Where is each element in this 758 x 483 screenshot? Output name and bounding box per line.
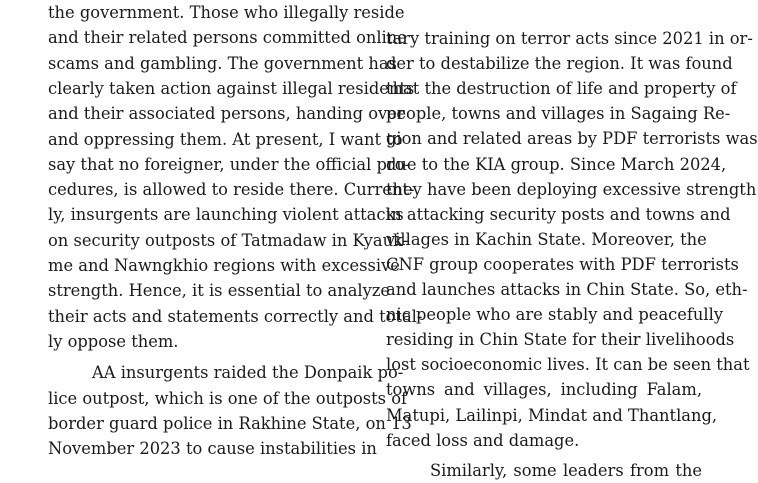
text-line: they have been deploying excessive strength xyxy=(386,179,757,199)
paragraph-first-line: AA insurgents raided the Donpaik po- xyxy=(92,363,404,383)
text-line: people, towns and villages in Sagaing Re- xyxy=(386,104,731,124)
text-line: villages in Kachin State. Moreover, the xyxy=(386,229,707,249)
text-line: scams and gambling. The government has xyxy=(48,53,397,73)
text-line: Matupi, Lailinpi, Mindat and Thantlang, xyxy=(386,405,718,425)
text-line: November 2023 to cause instabilities in xyxy=(48,439,377,459)
text-line: lice outpost, which is one of the outposts of xyxy=(48,388,408,408)
text-line: due to the KIA group. Since March 2024, xyxy=(386,154,727,174)
text-line: their acts and statements correctly and total- xyxy=(48,306,423,326)
text-line: and their associated persons, handing over xyxy=(48,104,405,124)
text-line: faced loss and damage. xyxy=(386,430,580,450)
text-line: cedures, is allowed to reside there. Current- xyxy=(48,180,415,200)
text-line: and launches attacks in Chin State. So, eth- xyxy=(386,280,748,299)
text-line: lost socioeconomic lives. It can be seen that xyxy=(386,355,750,375)
text-line: strength. Hence, it is essential to analyze xyxy=(48,281,391,301)
text-line: ly, insurgents are launching violent attacks xyxy=(48,205,404,225)
text-line: border guard police in Rakhine State, on 13 xyxy=(48,413,412,433)
text-line: the government. Those who illegally reside xyxy=(48,3,405,22)
paragraph-first-line: Similarly, some leaders from the xyxy=(430,460,702,480)
text-line: towns and villages, including Falam, xyxy=(386,380,702,400)
text-line: clearly taken action against illegal residents xyxy=(48,78,415,98)
text-line: in attacking security posts and towns and xyxy=(386,204,731,224)
text-line: me and Nawngkhio regions with excessive xyxy=(48,256,400,275)
text-line: der to destabilize the region. It was found xyxy=(386,54,733,74)
text-line: and their related persons committed online xyxy=(48,28,407,48)
text-line: residing in Chin State for their livelihoods xyxy=(386,330,735,350)
text-line: CNF group cooperates with PDF terrorists xyxy=(386,254,739,274)
text-line: tary training on terror acts since 2021 in or- xyxy=(386,29,753,48)
text-line: ly oppose them. xyxy=(48,331,179,351)
text-line: that the destruction of life and property of xyxy=(386,79,737,99)
text-line: say that no foreigner, under the official pro- xyxy=(48,154,411,174)
text-line: on security outposts of Tatmadaw in Kyauk- xyxy=(48,230,409,250)
text-line: nic people who are stably and peacefully xyxy=(386,305,724,325)
text-line: gion and related areas by PDF terrorists was xyxy=(386,129,758,149)
text-line: and oppressing them. At present, I want to xyxy=(48,129,403,149)
